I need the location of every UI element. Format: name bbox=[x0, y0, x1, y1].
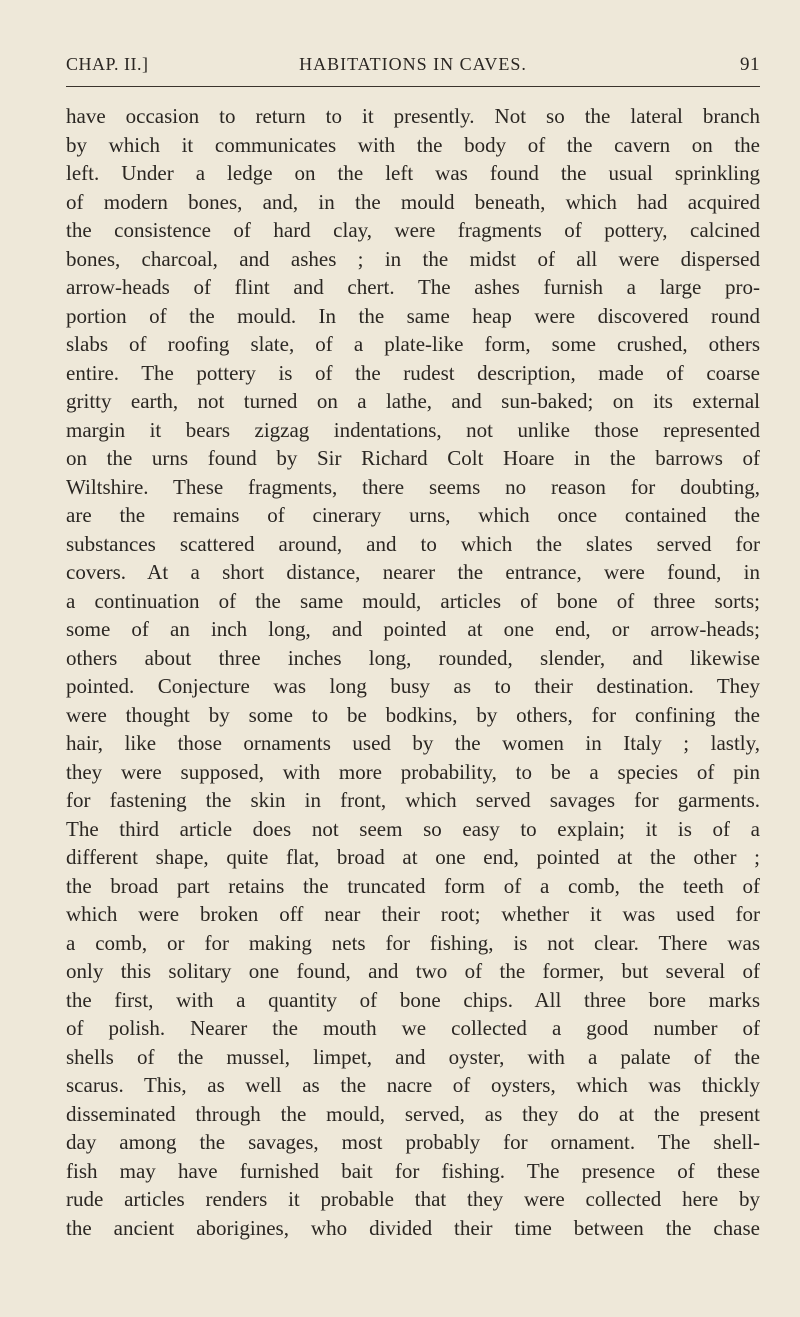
text-line: the broad part retains the truncated form of a comb, the teeth of bbox=[66, 873, 760, 898]
text-line: scarus. This, as well as the nacre of oysters, which was thickly bbox=[66, 1073, 760, 1097]
text-line: disseminated through the mould, served, as they do at the present bbox=[66, 1101, 760, 1126]
text-line: they were supposed, with more probability, to be a species of pin bbox=[66, 759, 760, 784]
text-line: fish may have furnished bait for fishing. The presence of these bbox=[66, 1158, 760, 1183]
text-line: portion of the mould. In the same heap were discovered round bbox=[66, 303, 760, 328]
text-line: hair, like those ornaments used by the women in Italy ; lastly, bbox=[66, 731, 760, 755]
text-line: are the remains of cinerary urns, which once contained the bbox=[66, 503, 760, 527]
text-line: pointed. Conjecture was long busy as to their destination. They bbox=[66, 674, 760, 698]
text-line: left. Under a ledge on the left was found the usual sprinkling bbox=[66, 161, 760, 185]
text-line: a continuation of the same mould, articles of bone of three sorts; bbox=[66, 588, 760, 613]
text-line: which were broken off near their root; whether it was used for bbox=[66, 902, 760, 926]
text-line: were thought by some to be bodkins, by others, for confining the bbox=[66, 702, 760, 727]
page-header-title: HABITATIONS IN CAVES. bbox=[299, 54, 527, 74]
text-line: have occasion to return to it presently. Not so the lateral branch bbox=[66, 104, 760, 128]
text-line: arrow-heads of flint and chert. The ashes furnish a large pro- bbox=[66, 275, 760, 299]
text-line: for fastening the skin in front, which served savages for garments. bbox=[66, 788, 760, 812]
text-line: others about three inches long, rounded, slender, and likewise bbox=[66, 645, 760, 670]
text-line: a comb, or for making nets for fishing, is not clear. There was bbox=[66, 930, 760, 955]
text-line: substances scattered around, and to which the slates served for bbox=[66, 531, 760, 556]
text-line: Wiltshire. These fragments, there seems no reason for doubting, bbox=[66, 474, 760, 499]
text-line: bones, charcoal, and ashes ; in the midst of all were dispersed bbox=[66, 246, 760, 271]
text-line: entire. The pottery is of the rudest description, made of coarse bbox=[66, 360, 760, 385]
body-text bbox=[66, 102, 760, 1242]
page-number: 91 bbox=[740, 54, 760, 75]
text-line: some of an inch long, and pointed at one end, or arrow-heads; bbox=[66, 617, 760, 641]
running-head bbox=[66, 54, 760, 80]
text-line: the ancient aborigines, who divided their time between the chase bbox=[66, 1215, 760, 1240]
text-line: only this solitary one found, and two of the former, but several of bbox=[66, 959, 760, 983]
text-line: The third article does not seem so easy to explain; it is of a bbox=[66, 816, 760, 841]
text-line: the consistence of hard clay, were fragments of pottery, calcined bbox=[66, 218, 760, 242]
chapter-label: CHAP. II.] bbox=[66, 54, 149, 74]
text-line: different shape, quite flat, broad at one end, pointed at the other ; bbox=[66, 845, 760, 869]
text-line: of polish. Nearer the mouth we collected a good number of bbox=[66, 1016, 760, 1040]
text-line: margin it bears zigzag indentations, not unlike those represented bbox=[66, 417, 760, 442]
text-line: shells of the mussel, limpet, and oyster, with a palate of the bbox=[66, 1044, 760, 1069]
text-line: the first, with a quantity of bone chips. All three bore marks bbox=[66, 987, 760, 1012]
text-line: on the urns found by Sir Richard Colt Hoare in the barrows of bbox=[66, 446, 760, 470]
text-line: of modern bones, and, in the mould beneath, which had acquired bbox=[66, 189, 760, 214]
text-line: rude articles renders it probable that they were collected here by bbox=[66, 1187, 760, 1211]
text-line: gritty earth, not turned on a lathe, and sun-baked; on its external bbox=[66, 389, 760, 413]
text-line: covers. At a short distance, nearer the entrance, were found, in bbox=[66, 560, 760, 584]
header-rule bbox=[66, 86, 760, 87]
text-line: day among the savages, most probably for ornament. The shell- bbox=[66, 1130, 760, 1154]
text-line: by which it communicates with the body of the cavern on the bbox=[66, 132, 760, 157]
text-line: slabs of roofing slate, of a plate-like form, some crushed, others bbox=[66, 332, 760, 356]
